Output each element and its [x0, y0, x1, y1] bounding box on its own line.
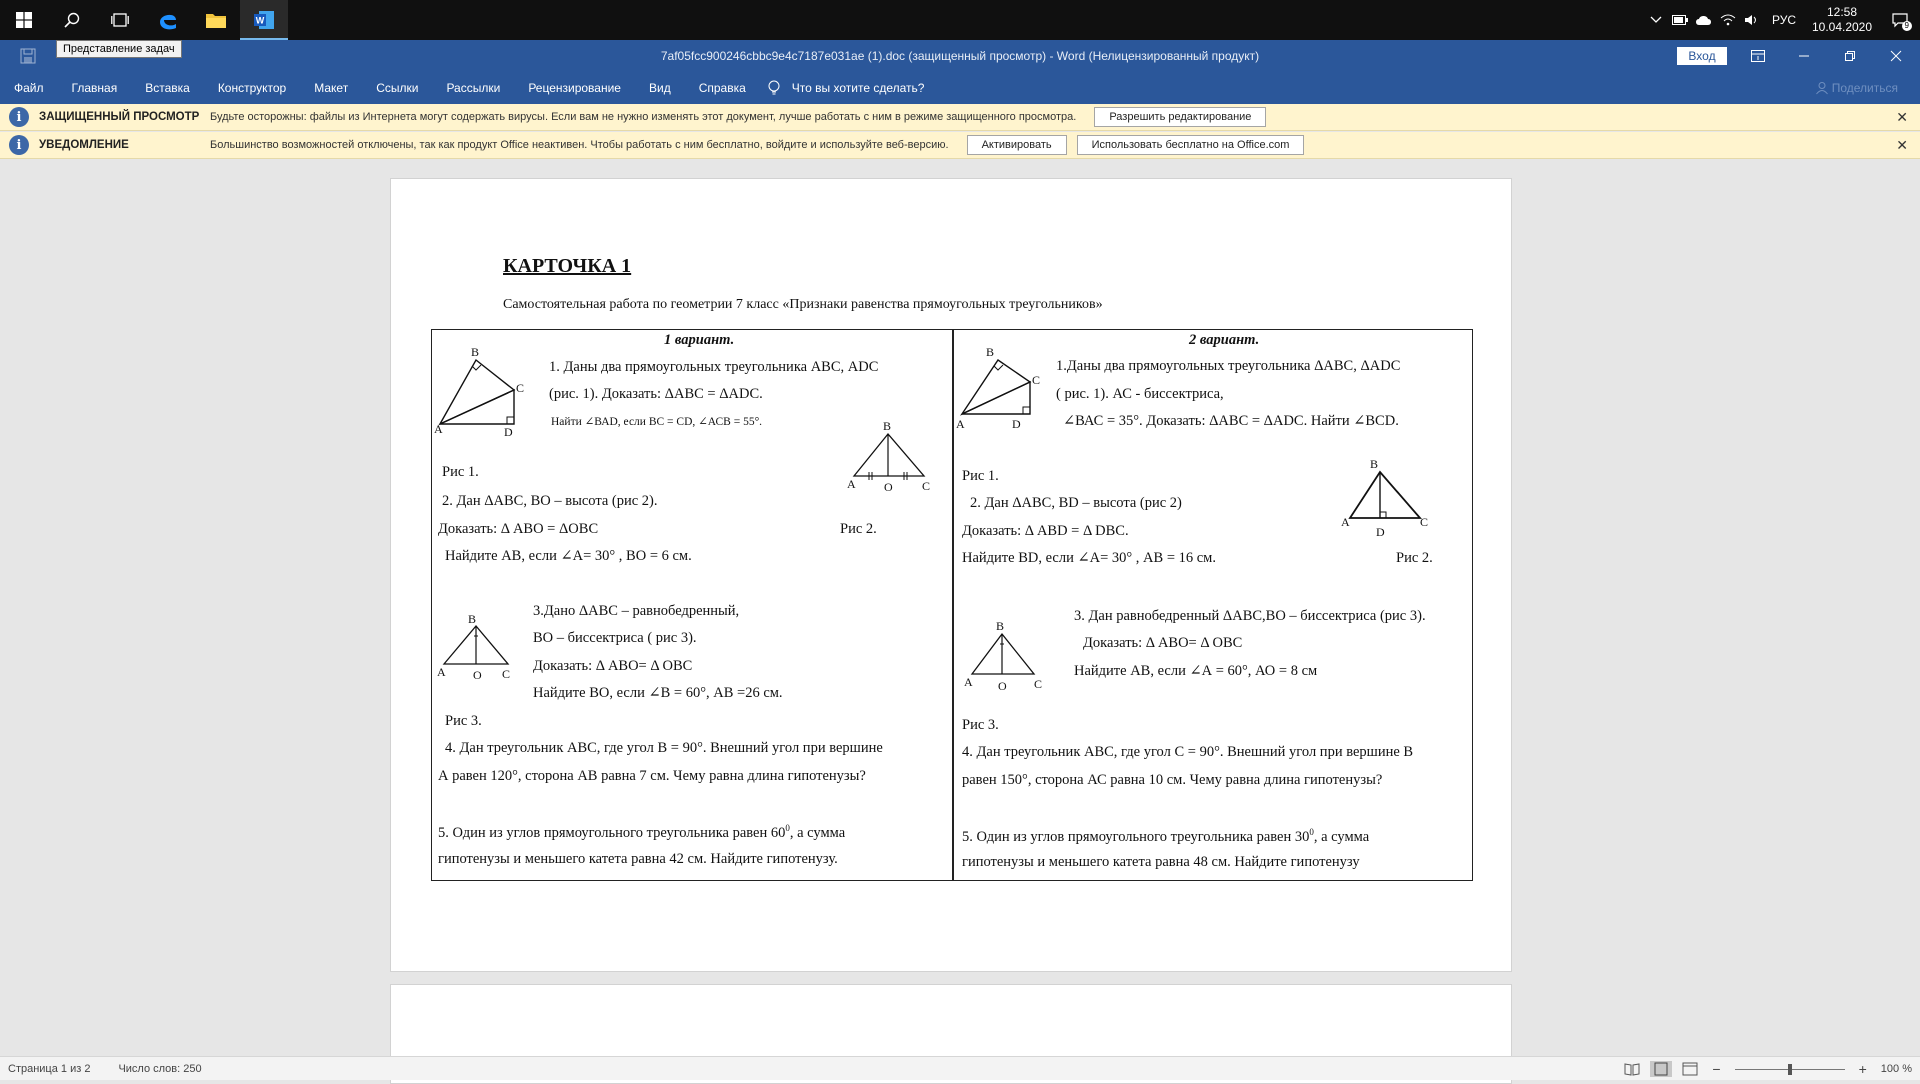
v1-task5-text-a: 5. Один из углов прямоугольного треугольника равен 60 [438, 824, 786, 841]
tell-me-text: Что вы хотите сделать? [791, 81, 925, 95]
tasks-table [431, 329, 1473, 881]
tab-design[interactable]: Конструктор [217, 81, 287, 95]
document-page-1[interactable] [390, 178, 1512, 972]
tab-review[interactable]: Рецензирование [528, 81, 621, 95]
clock-date: 10.04.2020 [1811, 20, 1873, 34]
activate-button[interactable]: Активировать [967, 135, 1067, 155]
v1-fig1-caption: Рис 1. [442, 464, 479, 480]
minimize-icon [1799, 51, 1809, 61]
notification-bar [0, 132, 1920, 159]
search-button[interactable] [48, 0, 96, 40]
v2f3-label-o: O [998, 679, 1007, 693]
system-tray [1644, 0, 1920, 40]
v2-task2-line3: Найдите ВD, если ∠А= 30° , АВ = 16 см. [962, 550, 1216, 566]
notification-count: 9 [1902, 21, 1912, 31]
v2-task4-line2: равен 150°, сторона АС равна 10 см. Чему равна длина гипотенузы? [962, 772, 1383, 788]
v1f1-label-b: B [471, 345, 480, 359]
v1f2-label-c: C [922, 479, 931, 493]
file-explorer-button[interactable] [192, 0, 240, 40]
v1f3-label-c: C [502, 667, 511, 681]
v1f3-label-a: A [437, 665, 446, 679]
word-count[interactable]: Число слов: 250 [118, 1062, 202, 1075]
ribbon-display-options-button[interactable] [1735, 40, 1781, 72]
tab-insert[interactable]: Вставка [145, 81, 190, 95]
v2f2-label-a: A [1341, 515, 1350, 529]
v2f2-label-d: D [1376, 525, 1385, 539]
v1-fig2-caption: Рис 2. [840, 521, 877, 537]
zoom-out-button[interactable]: − [1712, 1061, 1721, 1077]
v1-figure-3 [436, 612, 516, 682]
card-subtitle: Самостоятельная работа по геометрии 7 класс «Признаки равенства прямоугольных треугольников» [503, 297, 1103, 312]
task-view-tooltip: Представление задач [56, 40, 182, 58]
folder-icon [205, 11, 227, 29]
share-button[interactable] [1816, 72, 1898, 104]
v1-task5-line2: гипотенузы и меньшего катета равна 42 см. Найдите гипотенузу. [438, 851, 838, 867]
v2-figure-1 [956, 342, 1040, 432]
status-bar [0, 1056, 1920, 1080]
protected-view-bar [0, 104, 1920, 131]
volume-icon[interactable] [1740, 0, 1764, 40]
task-view-icon [111, 12, 129, 28]
windows-logo-icon [16, 12, 32, 28]
edge-app-button[interactable] [144, 0, 192, 40]
restore-button[interactable] [1827, 40, 1873, 72]
v1-task3-line1: 3.Дано ΔАВС – равнобедренный, [533, 603, 740, 619]
restore-icon [1845, 51, 1855, 61]
v2-task5-text-a: 5. Один из углов прямоугольного треугольника равен 30 [962, 828, 1310, 845]
windows-taskbar [0, 0, 1920, 40]
v2-task3-line1: 3. Дан равнобедренный ΔАВС,ВО – биссектриса (рис 3). [1074, 608, 1426, 624]
edge-icon [157, 9, 179, 31]
protected-view-text: Будьте осторожны: файлы из Интернета могут содержать вирусы. Если вам не нужно изменять этот документ, лучше работать с ним в режиме защищенного просмотра. [210, 111, 1077, 123]
info-icon: i [9, 135, 29, 155]
zoom-in-button[interactable]: + [1858, 1061, 1867, 1077]
v2-task5-text-c: , а сумма [1313, 828, 1370, 845]
tell-me-box[interactable] [760, 80, 925, 96]
word-title-bar [0, 40, 1920, 72]
v1f2-label-o: O [884, 480, 893, 494]
notification-text: Большинство возможностей отключены, так как продукт Office неактивен. Чтобы работать с ним бесплатно, войдите и используйте веб-версию. [210, 139, 949, 151]
v1f3-label-b: B [468, 612, 477, 626]
print-layout-icon[interactable] [1650, 1061, 1672, 1077]
zoom-level[interactable]: 100 % [1880, 1063, 1912, 1075]
cloud-icon[interactable] [1692, 0, 1716, 40]
tab-mailings[interactable]: Рассылки [446, 81, 501, 95]
start-button[interactable] [0, 0, 48, 40]
action-center-button[interactable] [1880, 0, 1920, 40]
tab-references[interactable]: Ссылки [376, 81, 419, 95]
page-count[interactable]: Страница 1 из 2 [8, 1062, 91, 1075]
ribbon-display-icon [1751, 50, 1765, 62]
clock-time: 12:58 [1826, 5, 1858, 19]
v2f1-label-b: B [986, 345, 995, 359]
v1-task4-line2: А равен 120°, сторона АВ равна 7 см. Чему равна длина гипотенузы? [438, 768, 866, 784]
close-button[interactable] [1873, 40, 1919, 72]
enable-editing-button[interactable]: Разрешить редактирование [1094, 107, 1266, 127]
read-mode-icon[interactable] [1624, 1062, 1640, 1076]
document-canvas[interactable] [0, 160, 1920, 1056]
variant-2-heading: 2 вариант. [1189, 332, 1260, 348]
v1-task3-line3: Доказать: Δ АВО= Δ ОВС [533, 658, 693, 674]
v1-fig3-caption: Рис 3. [445, 713, 482, 729]
minimize-button[interactable] [1781, 40, 1827, 72]
person-icon [1816, 82, 1828, 94]
protected-view-label: ЗАЩИЩЕННЫЙ ПРОСМОТР [39, 111, 200, 123]
v1f1-label-c: C [516, 381, 525, 395]
language-indicator[interactable]: РУС [1771, 13, 1796, 27]
v2f3-label-a: A [964, 675, 973, 689]
v1f2-label-a: A [847, 477, 856, 491]
v1-task5-line1 [438, 823, 845, 842]
v2-task4-line1: 4. Дан треугольник АВС, где угол С = 90°. Внешний угол при вершине В [962, 744, 1414, 760]
v1-task3-line4: Найдите ВО, если ∠В = 60°, АВ =26 см. [533, 685, 783, 701]
v2f1-label-c: C [1032, 373, 1041, 387]
sign-in-button[interactable]: Вход [1677, 47, 1727, 65]
variant-1-heading: 1 вариант. [664, 332, 735, 348]
v1f3-label-o: O [473, 668, 482, 682]
v2-fig2-caption: Рис 2. [1396, 550, 1433, 566]
clock[interactable] [1804, 5, 1880, 35]
tab-help[interactable]: Справка [698, 81, 746, 95]
svg-text:W: W [255, 15, 265, 26]
close-icon [1891, 51, 1901, 61]
v1-figure-2 [846, 420, 932, 492]
chevron-up-icon[interactable] [1644, 0, 1668, 40]
v2-task1-line2: ( рис. 1). АС - биссектриса, [1056, 386, 1224, 402]
v2f1-label-d: D [1012, 417, 1021, 431]
zoom-slider-thumb[interactable] [1788, 1064, 1792, 1075]
share-label: Поделиться [1831, 81, 1898, 95]
v2-fig3-caption: Рис 3. [962, 717, 999, 733]
v1f2-label-b: B [883, 419, 892, 433]
ribbon-tabs [0, 72, 1920, 104]
v2-task1-line1: 1.Даны два прямоугольных треугольника ΔАВС, ΔАDС [1056, 358, 1401, 374]
info-icon: i [9, 107, 29, 127]
v2-task5-line1 [962, 827, 1369, 846]
v2f2-label-c: C [1420, 515, 1429, 529]
v2-task2-line2: Доказать: Δ АВD = Δ DВС. [962, 523, 1129, 539]
task-view-button[interactable] [96, 0, 144, 40]
search-icon [64, 12, 80, 28]
v2f2-label-b: B [1370, 457, 1379, 471]
v2-task2-line1: 2. Дан ΔАВС, ВD – высота (рис 2) [970, 495, 1182, 511]
zoom-slider[interactable] [1735, 1069, 1845, 1070]
word-app-button[interactable] [240, 0, 288, 40]
v1-task1-line1: 1. Даны два прямоугольных треугольника АВС, АDС [549, 359, 879, 375]
v1-figure-1 [434, 342, 525, 439]
close-notification-bar-icon[interactable]: ✕ [1896, 136, 1908, 153]
v2-task1-line3: ∠ВАС = 35°. Доказать: ΔАВС = ΔАDС. Найти ∠ВСD. [1063, 413, 1399, 429]
tab-layout[interactable]: Макет [314, 81, 349, 95]
use-free-office-button[interactable]: Использовать бесплатно на Office.com [1077, 135, 1305, 155]
v2-task5-degree: 0 [1309, 827, 1314, 837]
v1-task2-line2: Доказать: Δ АВО = ΔОВС [438, 521, 599, 537]
lightbulb-icon [768, 80, 780, 96]
v1-task2-line3: Найдите АВ, если ∠А= 30° , ВО = 6 см. [445, 548, 692, 564]
wifi-icon[interactable] [1716, 0, 1740, 40]
v1-task1-line2: (рис. 1). Доказать: ΔАВС = ΔАDС. [549, 386, 763, 402]
v2f3-label-b: B [996, 619, 1005, 633]
v2f1-label-a: A [956, 417, 965, 431]
view-and-zoom-controls [1624, 1057, 1912, 1081]
word-icon [253, 9, 275, 31]
battery-icon[interactable] [1668, 0, 1692, 40]
v2-task3-line3: Найдите АВ, если ∠А = 60°, АО = 8 см [1074, 663, 1318, 679]
v1-task5-text-c: , а сумма [789, 824, 846, 841]
v1-task3-line2: ВО – биссектриса ( рис 3). [533, 630, 697, 646]
web-layout-icon[interactable] [1682, 1062, 1698, 1076]
v1-task1-line3: Найти ∠ВАD, если ВС = CD, ∠АСВ = 55°. [551, 416, 763, 428]
v2-figure-3 [958, 620, 1046, 692]
card-title: КАРТОЧКА 1 [503, 255, 632, 277]
v2f3-label-c: C [1034, 677, 1043, 691]
v2-task5-line2: гипотенузы и меньшего катета равна 48 см. Найдите гипотенузу [962, 854, 1360, 870]
v2-figure-2 [1340, 458, 1432, 540]
tab-file[interactable]: Файл [14, 81, 44, 95]
tab-home[interactable]: Главная [71, 81, 118, 95]
v2-task3-line2: Доказать: Δ АВО= Δ ОВС [1083, 635, 1243, 651]
v1-task4-line1: 4. Дан треугольник АВС, где угол В = 90°. Внешний угол при вершине [445, 740, 883, 756]
close-protected-bar-icon[interactable]: ✕ [1896, 108, 1908, 125]
v1-task2-line1: 2. Дан ΔАВС, ВО – высота (рис 2). [442, 493, 658, 509]
v2-fig1-caption: Рис 1. [962, 468, 999, 484]
v1-task5-degree: 0 [785, 823, 790, 833]
v1f1-label-a: A [434, 422, 443, 436]
table-column-divider [952, 330, 954, 880]
v1f1-label-d: D [504, 425, 513, 439]
tab-view[interactable]: Вид [648, 81, 671, 95]
document-title: 7af05fcc900246cbbc9e4c7187e031ae (1).doc (защищенный просмотр) - Word (Нелицензированный продукт) [660, 49, 1260, 63]
notification-label: УВЕДОМЛЕНИЕ [39, 139, 129, 151]
